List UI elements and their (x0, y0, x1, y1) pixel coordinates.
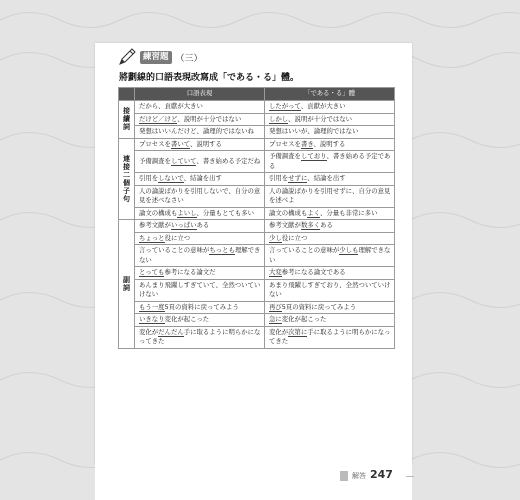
spoken-text: 貢獻が大きい (164, 102, 203, 110)
category-cell (119, 220, 135, 349)
table-row (119, 326, 395, 348)
written-underlined: 再び (269, 302, 282, 311)
spoken-cell (135, 326, 265, 348)
written-cell (265, 138, 395, 151)
written-text: 引用を (269, 174, 289, 182)
spoken-text: 、分量もとても多い (196, 208, 255, 217)
spoken-cell (135, 173, 265, 186)
spoken-text: 手に取るように明らかになってきた (139, 327, 261, 345)
spoken-header: 口語表現 (135, 88, 265, 101)
exercise-badge: 練習題 (140, 51, 172, 64)
spoken-underlined: しないで (158, 174, 184, 182)
spoken-cell (135, 151, 265, 173)
spoken-text: ある (196, 221, 210, 229)
spoken-text: 参考文献が (139, 221, 171, 229)
written-underlined: 大変 (269, 268, 282, 276)
category-label: 副詞 (123, 275, 130, 292)
spoken-underlined: とっても (139, 268, 165, 276)
spoken-text: 変化が (139, 327, 159, 336)
spoken-cell (135, 113, 265, 126)
spoken-cell (135, 185, 265, 207)
spoken-cell (135, 220, 265, 233)
written-text: 役に立つ (281, 233, 308, 242)
written-underlined: 次第に (288, 327, 308, 336)
category-label: 接續詞 (123, 107, 130, 132)
table-row (119, 245, 395, 267)
written-underlined: しかし (269, 114, 289, 123)
written-text: 理解できない (269, 246, 391, 264)
written-text: 、貢獻が大きい (300, 102, 346, 110)
spoken-text: 言っていることの意味が (139, 246, 210, 254)
table-row (119, 173, 395, 186)
category-cell (119, 138, 135, 220)
spoken-text: 引用を (139, 174, 159, 182)
written-text: 変化が起こった (281, 315, 327, 323)
written-cell (265, 267, 395, 280)
spoken-underlined: いきなり (139, 315, 165, 323)
table-row (119, 301, 395, 314)
written-cell (265, 314, 395, 327)
written-cell (265, 207, 395, 220)
table-row (119, 279, 395, 301)
written-cell (265, 126, 395, 139)
written-text: 予備調査を (269, 152, 301, 160)
category-header (119, 88, 135, 101)
written-underlined: 数多く (300, 221, 321, 229)
written-cell (265, 101, 395, 114)
written-cell (265, 232, 395, 245)
table-row (119, 185, 395, 207)
written-cell (265, 151, 395, 173)
table-row (119, 267, 395, 280)
spoken-text: 発想はいいんだけど、論理的ではないね (139, 127, 255, 135)
spoken-underlined: していて (170, 156, 197, 165)
spoken-text: 理解できない (139, 246, 261, 264)
spoken-cell (135, 279, 265, 301)
written-cell (265, 326, 395, 348)
written-text: 論文の構成も (269, 208, 308, 217)
spoken-text: プロセスを (139, 139, 171, 148)
written-underlined: よく (307, 208, 320, 217)
written-text: 、説明が十分ではない (288, 114, 353, 123)
table-row (119, 113, 395, 126)
written-cell (265, 185, 395, 207)
written-text: 、分量も非常に多い (320, 208, 378, 217)
spoken-cell (135, 138, 265, 151)
spoken-text: 論文の構成も (139, 208, 178, 217)
category-cell (119, 101, 135, 139)
table-row (119, 207, 395, 220)
spoken-underlined: だんだん (158, 327, 184, 336)
spoken-text: あんまり飛躍しすぎていて、全然ついていけない (139, 280, 261, 298)
spoken-text: 人の論説ばかりを引用しないで、自分の意見を述べなさい (139, 186, 261, 204)
category-label: 連接二個子句 (123, 154, 130, 203)
spoken-underlined: ちっとも (209, 246, 235, 254)
written-text: プロセスを (269, 139, 301, 148)
spoken-cell (135, 314, 265, 327)
written-underlined: 書き (300, 139, 314, 148)
spoken-cell (135, 267, 265, 280)
spoken-text: 、結論を出す (183, 174, 222, 182)
written-cell (265, 245, 395, 267)
table-body (119, 101, 395, 349)
footer-rule (406, 476, 414, 477)
table-row (119, 220, 395, 233)
footer-marker (340, 471, 348, 481)
written-text: 参考文献が (269, 221, 301, 229)
footer-label: 解答 (352, 472, 366, 480)
written-underlined: 少し (269, 233, 282, 242)
written-text: 、書き始める予定である (269, 152, 391, 170)
table-row (119, 151, 395, 173)
spoken-cell (135, 101, 265, 114)
spoken-cell (135, 126, 265, 139)
spoken-text: だから、 (139, 102, 165, 110)
spoken-text: 、書き始める予定だね (196, 156, 261, 165)
spoken-text: 役に立つ (164, 233, 191, 242)
spoken-text: 変化が起こった (164, 315, 210, 323)
written-text: 変化が (269, 327, 289, 336)
spoken-underlined: よいし (177, 208, 197, 217)
spoken-cell (135, 232, 265, 245)
written-underlined: 急に (269, 315, 282, 323)
spoken-underlined: だけど／けど (139, 114, 178, 123)
spoken-text: 5頁の資料に戻ってみよう (164, 302, 239, 311)
written-underlined: したがって (269, 102, 301, 110)
spoken-text: 参考になる論文だ (164, 268, 216, 276)
written-text: 発想はいいが、論理的ではない (269, 127, 359, 135)
section-number: （三） (175, 53, 203, 64)
spoken-cell (135, 301, 265, 314)
pencil-icon (118, 48, 138, 66)
spoken-underlined: ちょっと (139, 233, 165, 242)
table-header-row (119, 88, 395, 101)
written-header: 「である・る」體 (265, 88, 395, 101)
written-text: 手に取るように明らかになってきた (269, 327, 391, 345)
instruction-text: 將劃線的口語表現改寫成「である・る」體。 (119, 73, 300, 83)
spoken-underlined: 書いて (170, 139, 190, 148)
written-text: あまり飛躍しすぎており、全然ついていけない (269, 280, 391, 298)
written-text: 参考になる論文である (281, 268, 346, 276)
written-cell (265, 301, 395, 314)
written-text: 、説明する (313, 139, 346, 148)
spoken-text: 、説明が十分ではない (177, 114, 242, 123)
spoken-cell (135, 245, 265, 267)
exercise-table (118, 87, 395, 349)
table-row (119, 314, 395, 327)
written-text: 言っていることの意味が (269, 246, 340, 254)
written-text: 人の論説ばかりを引用せずに、自分の意見を述べよ (269, 186, 391, 204)
written-text: 、結論を出す (307, 174, 346, 182)
spoken-underlined: いっぱい (170, 221, 197, 229)
table-row (119, 101, 395, 114)
spoken-underlined: もう一度 (139, 302, 165, 311)
written-underlined: 少しも (339, 246, 359, 254)
table-row (119, 138, 395, 151)
page-number: 247 (370, 468, 393, 481)
written-text: ある (320, 221, 333, 229)
table-row (119, 232, 395, 245)
spoken-cell (135, 207, 265, 220)
written-underlined: しており (300, 152, 327, 160)
exercise-header (118, 48, 203, 66)
written-underlined: せずに (288, 174, 308, 182)
written-cell (265, 113, 395, 126)
spoken-text: 予備調査を (139, 156, 171, 165)
written-cell (265, 173, 395, 186)
written-text: 5頁の資料に戻ってみよう (281, 302, 357, 311)
spoken-text: 、説明する (190, 139, 222, 148)
table-row (119, 126, 395, 139)
written-cell (265, 279, 395, 301)
written-cell (265, 220, 395, 233)
